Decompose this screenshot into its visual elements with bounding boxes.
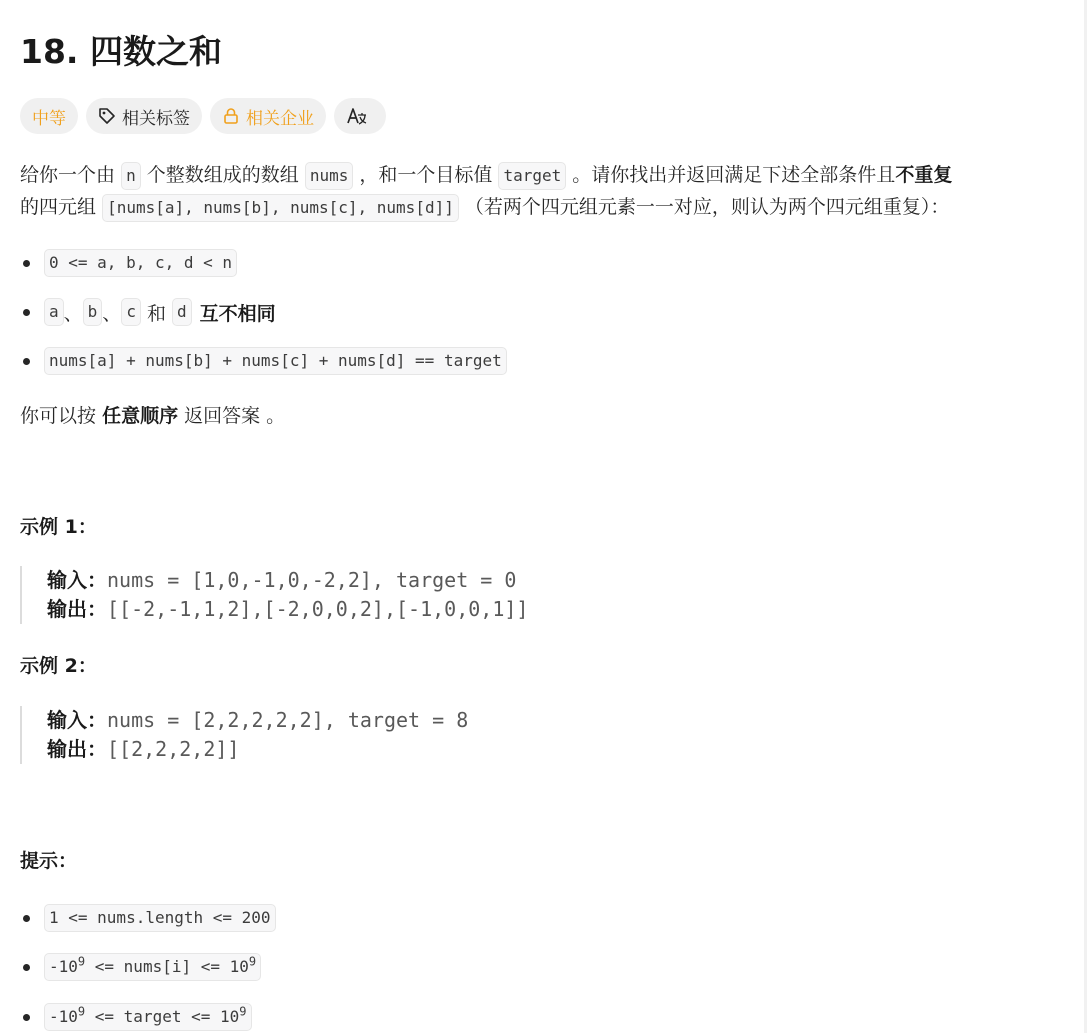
condition-item: 0 <= a, b, c, d < n xyxy=(20,248,237,278)
hints-heading: 提示： xyxy=(20,850,78,872)
description-line-1: 给你一个由 n 个整数组成的数组 nums ，和一个目标值 target 。请你找出并返回满足下述全部条件且不重复 xyxy=(20,160,952,190)
hint-item: 1 <= nums.length <= 200 xyxy=(20,903,276,933)
related-tags-label: 相关标签 xyxy=(122,108,190,129)
example-2-heading: 示例 2： xyxy=(20,655,97,677)
tag-icon xyxy=(98,107,116,125)
description-line-2: 的四元组 [nums[a], nums[b], nums[c], nums[d]] （若两个四元组元素一一对应，则认为两个四元组重复）： xyxy=(20,192,949,222)
bullet-dot xyxy=(23,964,30,971)
example-2-block: 输入：nums = [2,2,2,2,2], target = 8 输出：[[2,2,2,2]] xyxy=(20,706,468,764)
condition-item: nums[a] + nums[b] + nums[c] + nums[d] == target xyxy=(20,346,507,376)
inline-code: nums xyxy=(305,162,354,190)
translate-icon xyxy=(346,106,368,126)
inline-code: n xyxy=(121,162,141,190)
example-2-output: [[2,2,2,2]] xyxy=(107,737,240,761)
example-1-input: nums = [1,0,-1,0,-2,2], target = 0 xyxy=(107,568,517,592)
order-note: 你可以按 任意顺序 返回答案 。 xyxy=(20,405,286,427)
difficulty-label: 中等 xyxy=(32,108,66,129)
example-1-heading: 示例 1： xyxy=(20,516,97,538)
bullet-dot xyxy=(23,358,30,365)
condition-item: a 、 b 、 c 和 d 互不相同 xyxy=(20,297,276,327)
hint-item: $-10^9$ <= target <= $10^9$ xyxy=(20,1002,252,1032)
example-1-output: [[-2,-1,1,2],[-2,0,0,2],[-1,0,0,1]] xyxy=(107,597,529,621)
bullet-dot xyxy=(23,1014,30,1021)
difficulty-badge[interactable] xyxy=(20,98,78,134)
inline-code: target xyxy=(498,162,566,190)
inline-code: [nums[a], nums[b], nums[c], nums[d]] xyxy=(102,194,459,222)
hint-item: $-10^9$ <= nums[i] <= $10^9$ xyxy=(20,952,261,982)
tag-row xyxy=(20,98,386,134)
bullet-dot xyxy=(23,915,30,922)
related-companies-label: 相关企业 xyxy=(246,108,314,129)
related-tags-button[interactable] xyxy=(86,98,202,134)
example-1-block: 输入：nums = [1,0,-1,0,-2,2], target = 0 输出：[[-2,-1,1,2],[-2,0,0,2],[-1,0,0,1]] xyxy=(20,566,528,624)
lock-icon xyxy=(222,107,240,125)
bullet-dot xyxy=(23,260,30,267)
related-companies-button[interactable] xyxy=(210,98,326,134)
translate-button[interactable] xyxy=(334,98,386,134)
bullet-dot xyxy=(23,309,30,316)
example-2-input: nums = [2,2,2,2,2], target = 8 xyxy=(107,708,469,732)
problem-title: 18. 四数之和 xyxy=(20,32,222,71)
